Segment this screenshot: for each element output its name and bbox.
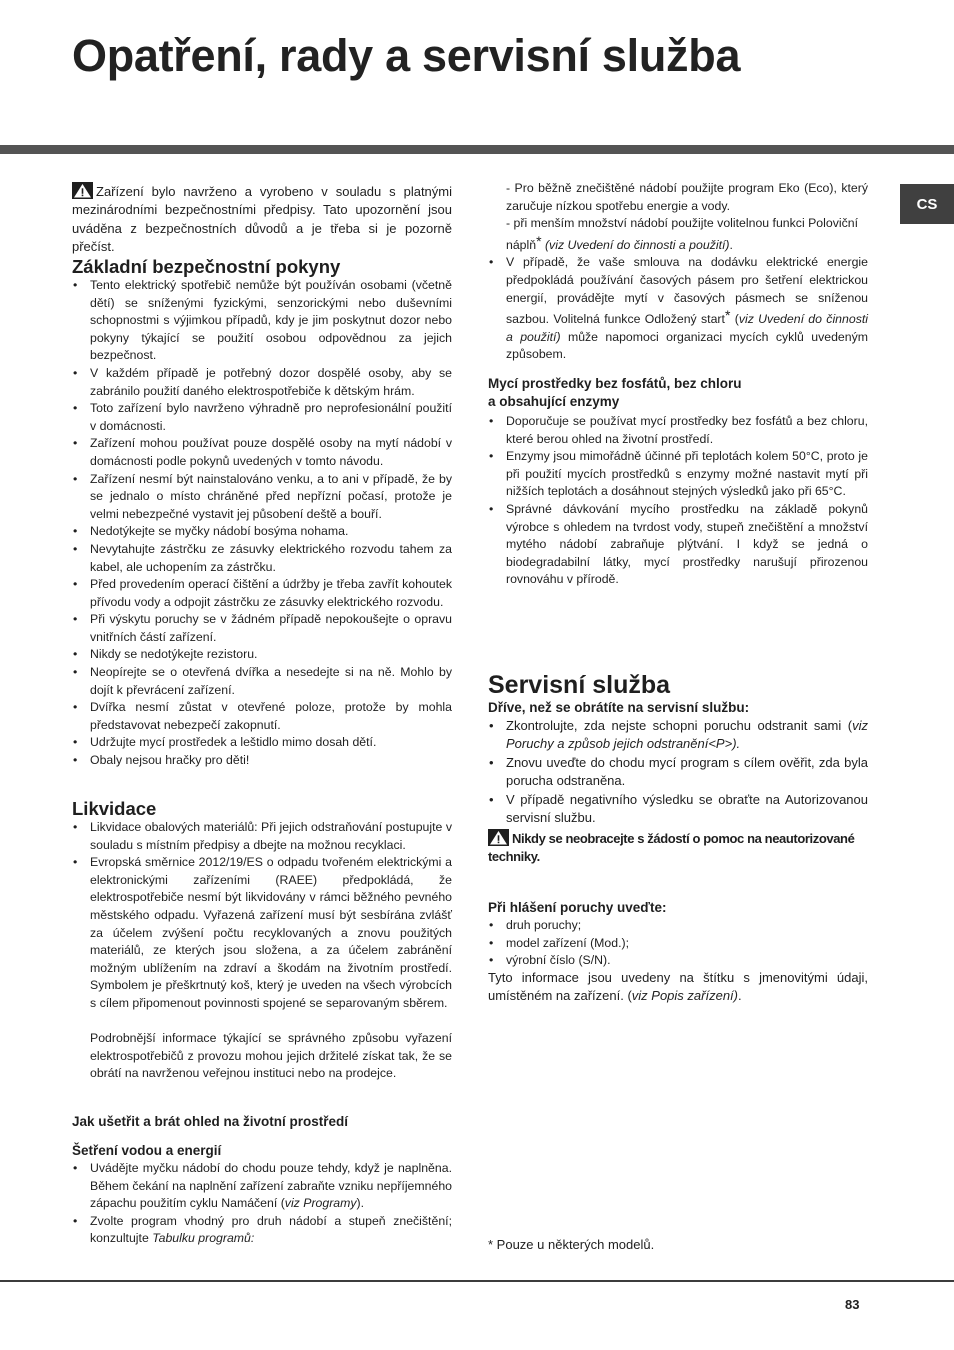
eco-program-note: - Pro běžně znečištěné nádobí použijte program Eko (Eco), který zaručuje nízkou spotřebu energie a vody. (506, 181, 868, 213)
list-item: • Nedotýkejte se myčky nádobí bosýma nohama. (72, 523, 452, 541)
disposal-heading: Likvidace (72, 798, 157, 819)
warning-icon (488, 829, 509, 846)
language-tab: CS (900, 184, 954, 224)
page-number: 83 (845, 1297, 860, 1312)
reference-link: viz Poruchy a způsob jejich odstranění<P>). (506, 718, 868, 752)
reference-link: viz Programy (284, 1196, 357, 1211)
list-item: • Zařízení nesmí být nainstalováno venku, a to ani v případě, že by se jednalo o místo chráněné před nepříznί počasí, protože je velmi nebezpečné vystavit jej působení deště a bouří. (72, 471, 452, 524)
list-item: • Neopírejte se o otevřená dvířka a nesedejte si na ně. Mohlo by dojít k převrácení zařízení. (72, 664, 452, 699)
list-item: • Zkontrolujte, zda nejste schopni poruchu odstranit sami (viz Poruchy a způsob jejich odstranění<P>). (488, 717, 868, 754)
report-list (488, 917, 868, 970)
safety-list (72, 277, 452, 770)
list-item: • model zařízení (Mod.); (488, 935, 868, 953)
header-divider-bar (0, 145, 954, 154)
environment-subheading: Šetření vodou a energií (72, 1143, 222, 1158)
list-item: • Před provedením operací čištění a údržby je třeba zavřít kohoutek přívodu vody a odpojit zástrčku ze zásuvky elektrického rozvodu. (72, 576, 452, 611)
safety-heading: Základní bezpečnostní pokyny (72, 256, 341, 277)
list-item: • Zařízení mohou používat pouze dospělé osoby na mytí nádobí v domácnosti podle pokynů uvedených v tomto návodu. (72, 435, 452, 470)
list-item: • Při výskytu poruchy se v žádném případě nepokoušejte o opravu vnitřních částí zařízení. (72, 611, 452, 646)
list-item: • V případě negativního výsledku se obraťte na Autorizovanou servisní službu. (488, 791, 868, 828)
warning-icon (72, 182, 93, 199)
footer-divider (0, 1280, 954, 1282)
list-item: • Doporučuje se používat mycí prostředky bez fosfátů a bez chloru, které berou ohled na životní prostředí. (488, 413, 868, 448)
intro-text: Zařízení bylo navrženo a vyrobeno v souladu s platnými mezinárodními bezpečnostními předpisy. Tato upozornění jsou uváděna z bezpečnostních důvodů a je třeba si je pozorně přečíst. (72, 184, 452, 255)
report-heading: Při hlášení poruchy uveďte: (488, 900, 667, 915)
half-load-note: - při menším množství nádobí použijte volitelnou funkci Poloviční náplň* (viz Uvedení do činnosti a použití). (506, 216, 858, 252)
list-item: • druh poruchy; (488, 917, 868, 935)
intro-paragraph (72, 182, 452, 257)
service-list (488, 717, 868, 827)
environment-heading: Jak ušetřit a brát ohled na životní prostředí (72, 1114, 349, 1129)
disposal-list (72, 819, 452, 1083)
list-item: • Znovu uveďte do chodu mycí program s cílem ověřit, zda byla porucha odstraněna. (488, 754, 868, 791)
list-item: • Udržujte mycí prostředek a leštidlo mimo dosah dětí. (72, 734, 452, 752)
service-subheading: Dříve, než se obrátíte na servisní službu: (488, 700, 750, 715)
list-item (72, 854, 452, 1083)
list-item: • V případě, že vaše smlouva na dodávku elektrické energie předpokládá používání časových pásem pro šetření elektrickou energií, provádějte mytí v časových pásmech se sníženou sazbou. Volitelná funkce Odložený start* (viz Uvedení do činnosti a použití) může napomoci organizaci mycích cyklů uvedeným způsobem. (488, 254, 868, 364)
service-warning-text: Nikdy se neobracejte s žádostí o pomoc na neautorizované techniky. (488, 831, 855, 865)
environment-continued (488, 180, 868, 364)
list-item: • Obaly nejsou hračky pro děti! (72, 752, 452, 770)
reference-link: Tabulku programů: (152, 1231, 255, 1246)
list-item: • V každém případě je potřebný dozor dospělé osoby, aby se zabránilo použití daného elektrospotřebiče k dětským hrám. (72, 365, 452, 400)
footnote: * Pouze u některých modelů. (488, 1237, 655, 1252)
list-item: • Zvolte program vhodný pro druh nádobí a stupeň znečištění; konzultujte Tabulku programů: (72, 1213, 452, 1248)
list-item: • Toto zařízení bylo navrženo výhradně pro neprofesionální použití v domácnosti. (72, 400, 452, 435)
list-item: • Nevytahujte zástrčku ze zásuvky elektrického rozvodu tahem za kabel, ale uchopením za zástrčku. (72, 541, 452, 576)
service-warning (488, 829, 868, 867)
detergents-heading: Mycí prostředky bez fosfátů, bez chloru a obsahující enzymy (488, 376, 742, 409)
list-item: • Tento elektrický spotřebič nemůže být používán osobami (včetně dětí) se sníženými fyzickými, senzorickými nebo duševními schopnostmi s výjimkou případů, kdy je jim poskytnut dozor nebo pokyny týkající se použití osobou odpovědnou za jejich bezpečnost. (72, 277, 452, 365)
list-item: • Uvádějte myčku nádobí do chodu pouze tehdy, když je naplněna. Během čekání na naplnění zařízení zabraňte vzniku nepříjemného zápachu použitím cyklu Namáčení (viz Programy). (72, 1160, 452, 1213)
list-item: • Enzymy jsou mimořádně účinné při teplotách kolem 50°C, proto je při použití mycích prostředků s enzymy možné nastavit mytí při nižších teplotách a dosáhnout stejných výsledků jako při 65°C. (488, 448, 868, 501)
environment-list (72, 1160, 452, 1248)
list-item: • Dvířka nesmí zůstat v otevřené poloze, protože by mohla představovat nebezpečí zakopnutí. (72, 699, 452, 734)
reference-link: viz Uvedení do činnosti a použití) (506, 312, 868, 344)
list-item: • Likvidace obalových materiálů: Při jejich odstraňování postupujte v souladu s místním předpisy a dbejte na možnou recyklaci. (72, 819, 452, 854)
report-info: Tyto informace jsou uvedeny na štítku s jmenovitými údaji, umístěném na zařízení. (viz Popis zařízení). (488, 970, 868, 1004)
disposal-weee-text: Evropská směrnice 2012/19/ES o odpadu tvořeném elektrickými a elektronickými zařízeními (RAEE) předpokládá, že elektrospotřebiče nesmí být likvidovány v rámci běžného pevného městského odpadu. Vyřazená zařízení musí být sesbírána zvlášť za účelem zvýšení počtu recyklovaných a znovu použitých materiálů, ze kterých jsou složena, a za účelem zabránění možným ublížením na zdraví a škodám na životním prostředí. Symbolem je přeškrtnutý koš, který je uveden na všech výrobcích s cílem připomenout povinnosti spojené se separovaným sběrem. (90, 855, 452, 1010)
list-item: • Nikdy se nedotýkejte rezistoru. (72, 646, 452, 664)
reference-link: (viz Uvedení do činnosti a použití) (541, 237, 730, 252)
environment-list-continued (488, 254, 868, 364)
list-item: • Správné dávkování mycího prostředku na základě pokynů výrobce s ohledem na tvrdost vody, stupeň znečištění a množství mytého nádobí zabraňuje plýtvání. I když se jedná o biodegradabilní látky, mycí prostředky narušují přirozenou rovnováhu v přírodě. (488, 501, 868, 589)
list-item: • výrobní číslo (S/N). (488, 952, 868, 970)
service-heading: Servisní služba (488, 671, 671, 699)
disposal-extra-text: Podrobnější informace týkající se správného způsobu vyřazení elektrospotřebičů z provozu mohou jejich držitelé získat tak, že se obrátí na navrženou veřejnou instituci nebo na prodejce. (90, 1031, 452, 1081)
reference-link: viz Popis zařízení) (631, 988, 738, 1004)
detergents-list (488, 413, 868, 589)
page-title: Opatření, rady a servisní služba (72, 30, 741, 81)
